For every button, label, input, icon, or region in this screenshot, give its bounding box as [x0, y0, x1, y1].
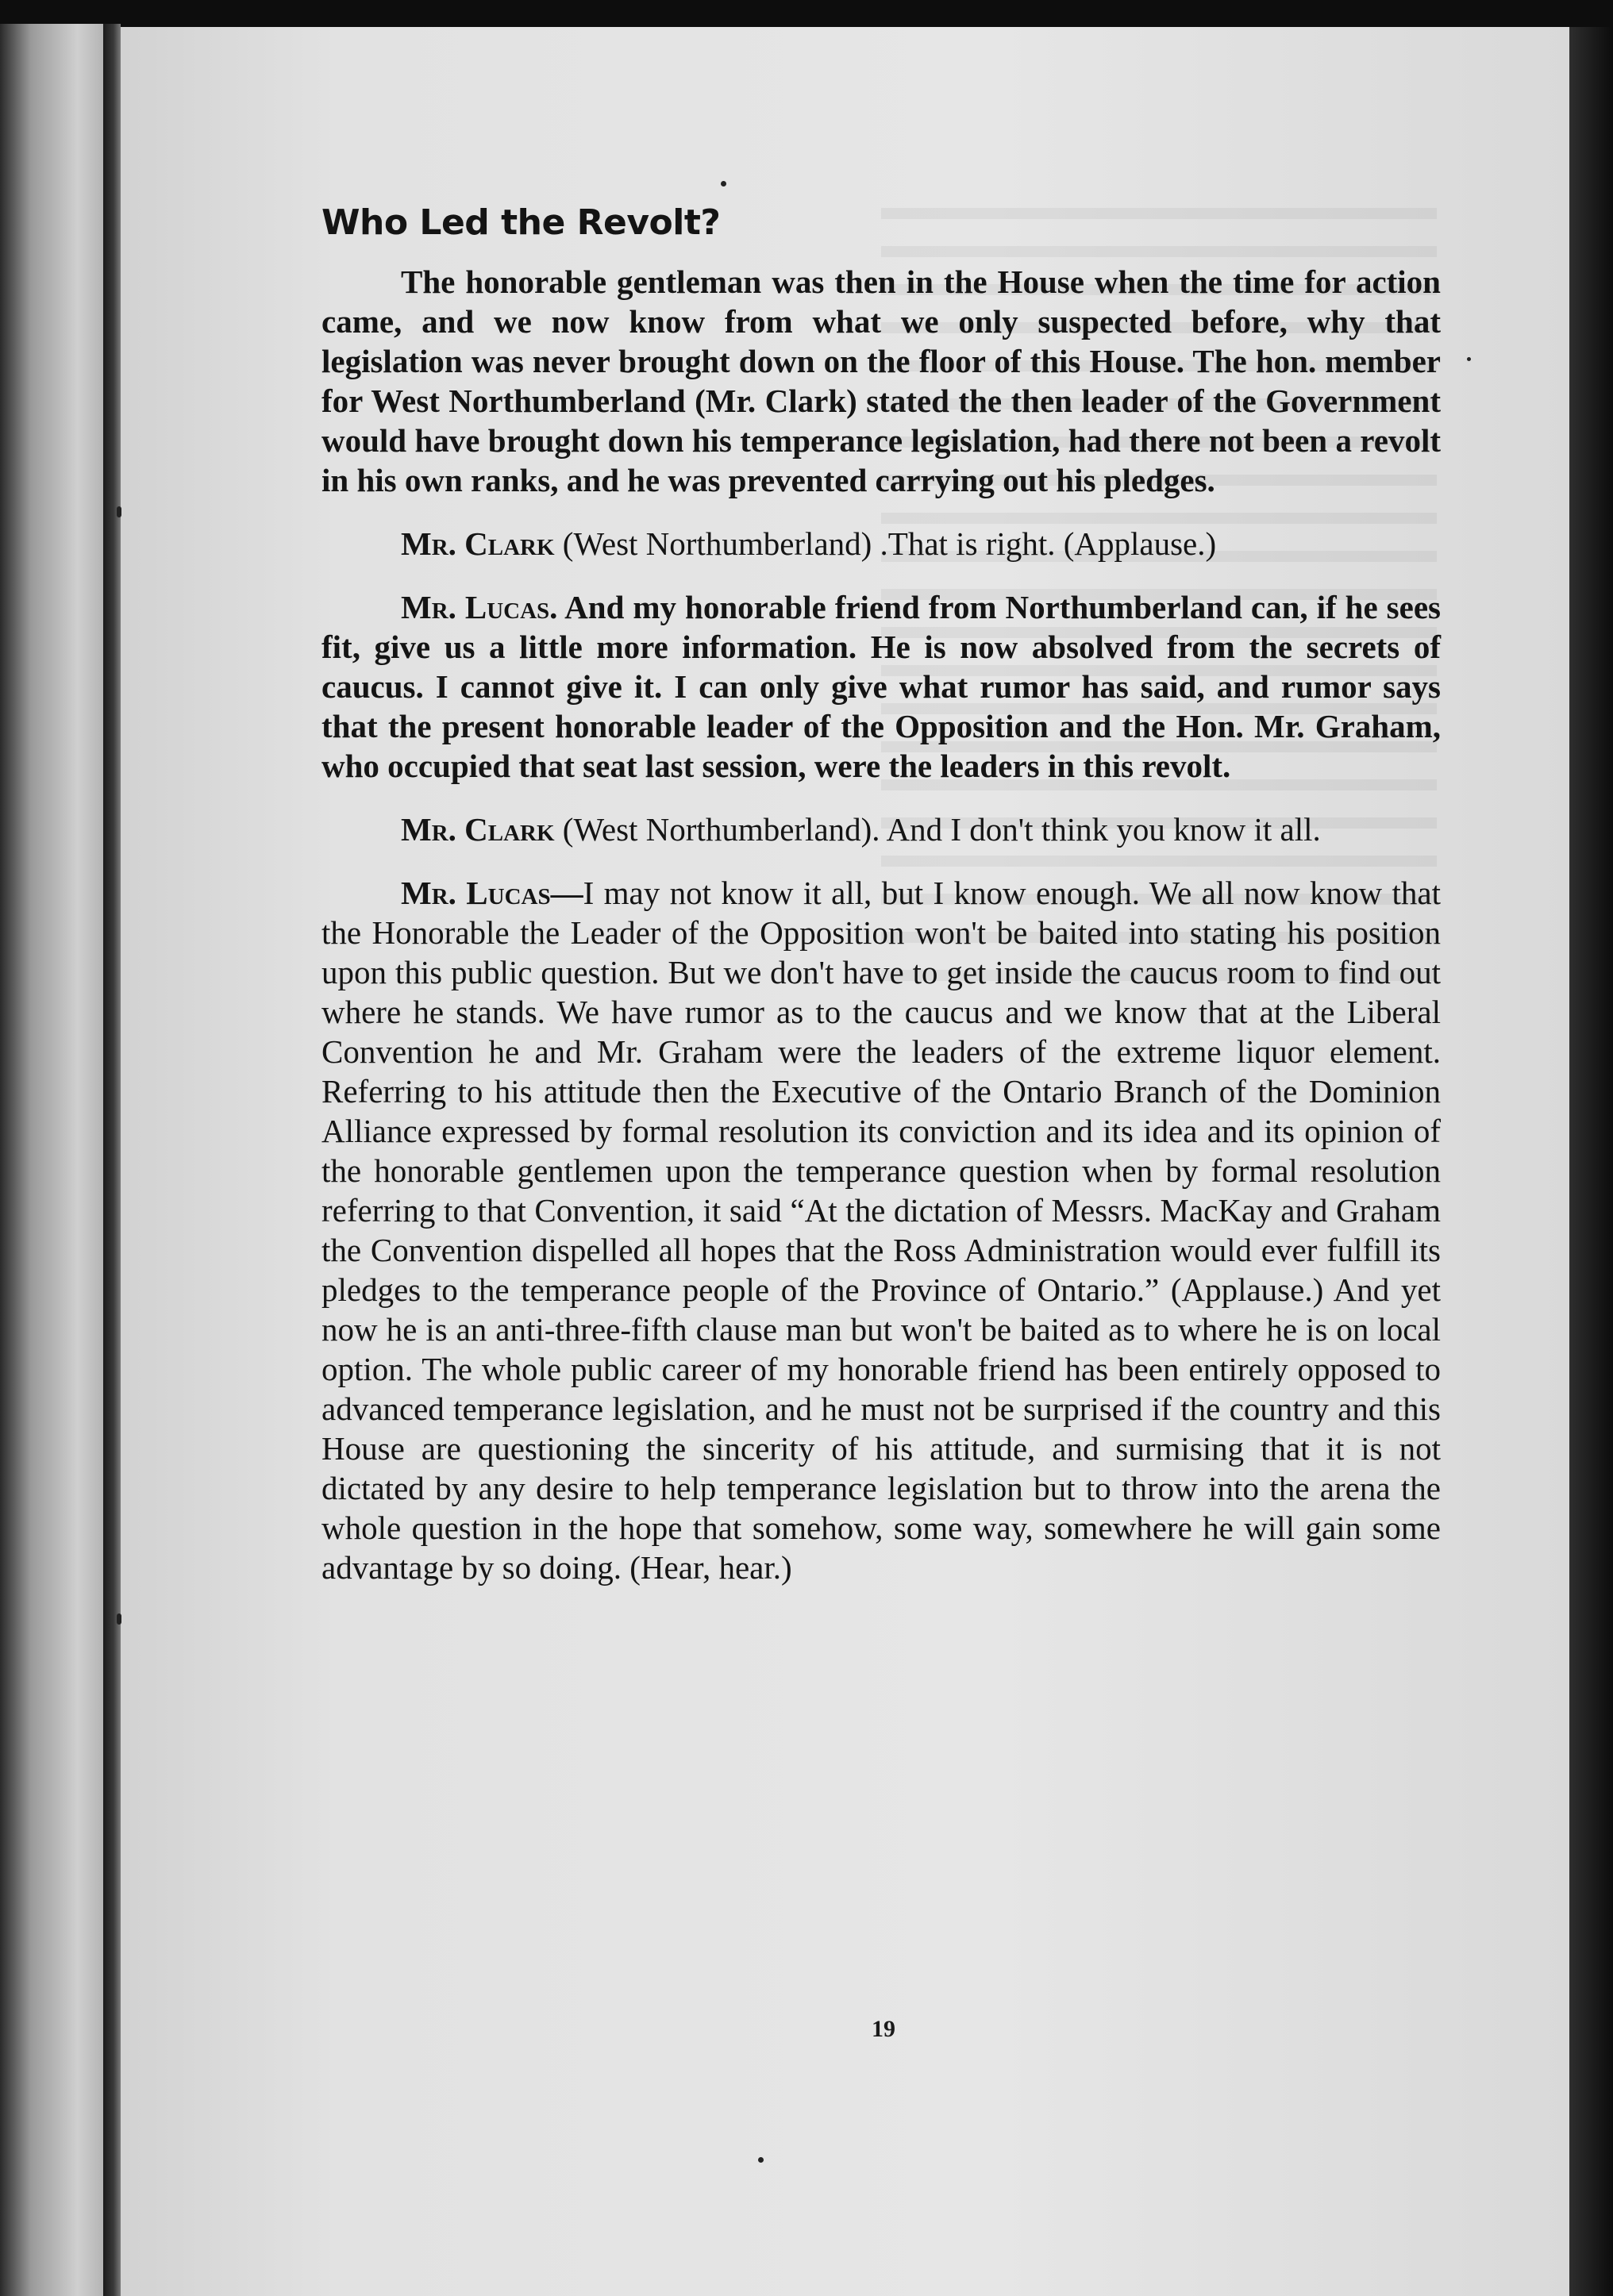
paragraph-text: The honorable gentleman was then in the House when the time for action came, and we now know from what we only suspected before, why that legislation was never brought down on the floor of this House. The hon. member for West Northumberland (Mr. Clark) stated the then leader of the Government would have brought down his temperance legislation, had there not been a revolt in his own ranks, and he was prevented carrying out his pledges. — [321, 263, 1441, 498]
speaker-name: Mr. Lucas. — [401, 588, 558, 625]
section-heading: Who Led the Revolt? — [321, 202, 721, 243]
paragraph-1 — [321, 262, 1441, 500]
book-gutter — [103, 24, 121, 2296]
paragraph-2 — [321, 524, 1441, 563]
gutter-mark — [117, 506, 121, 517]
ink-speck — [721, 181, 726, 187]
paragraph-5 — [321, 873, 1441, 1587]
article-body — [314, 202, 1441, 1611]
paragraph-text: And my honorable friend from Northumberland can, if he sees fit, give us a little more information. He is now absolved from the secrets of caucus. I cannot give it. I can only give what rumor has said, and rumor says that the present honorable leader of the Opposition and the Hon. Mr. Graham, who occupied that seat last session, were the leaders in this revolt. — [321, 588, 1441, 784]
facing-page-edge — [0, 24, 103, 2296]
ink-speck — [758, 2157, 764, 2163]
paragraph-text: (West Northumberland). And I don't think you know it all. — [562, 810, 1321, 848]
right-page-edge — [1569, 27, 1613, 2296]
paragraph-3 — [321, 587, 1441, 786]
speaker-name: Mr. Clark — [401, 810, 555, 848]
paragraph-4 — [321, 810, 1441, 849]
page-number: 19 — [872, 2016, 895, 2042]
gutter-mark — [117, 1613, 121, 1625]
speaker-name: Mr. Lucas— — [401, 874, 583, 911]
paragraph-text: I may not know it all, but I know enough. We all now know that the Honorable the Leader of the Opposition won't be baited into stating his position upon this public question. But we don't have to get inside the caucus room to find out where he stands. We have rumor as to the caucus and we know that at the Liberal Convention he and Mr. Graham were the leaders of the extreme liquor element. Referring to his attitude then the Executive of the Ontario Branch of the Dominion Alliance expressed by formal resolution its conviction and its idea and its opinion of the honorable gentlemen upon the temperance question when by formal resolution referring to that Convention, it said “At the dictation of Messrs. MacKay and Graham the Convention dispelled all hopes that the Ross Administration would ever fulfill its pledges to the temperance people of the Province of Ontario.” (Applause.) And yet now he is an anti-three-fifth clause man but won't be baited as to where he is on local option. The whole public career of my honorable friend has been entirely opposed to advanced temperance legislation, and he must not be surprised if the country and this House are questioning the sincerity of his attitude, and surmising that it is not dictated by any desire to help temperance legislation but to throw into the arena the whole question in the hope that somehow, some way, somewhere he will gain some advantage by so doing. (Hear, hear.) — [321, 874, 1441, 1586]
paragraph-text: (West Northumberland) .That is right. (Applause.) — [562, 525, 1217, 562]
ink-speck — [1467, 357, 1471, 361]
speaker-name: Mr. Clark — [401, 525, 555, 562]
